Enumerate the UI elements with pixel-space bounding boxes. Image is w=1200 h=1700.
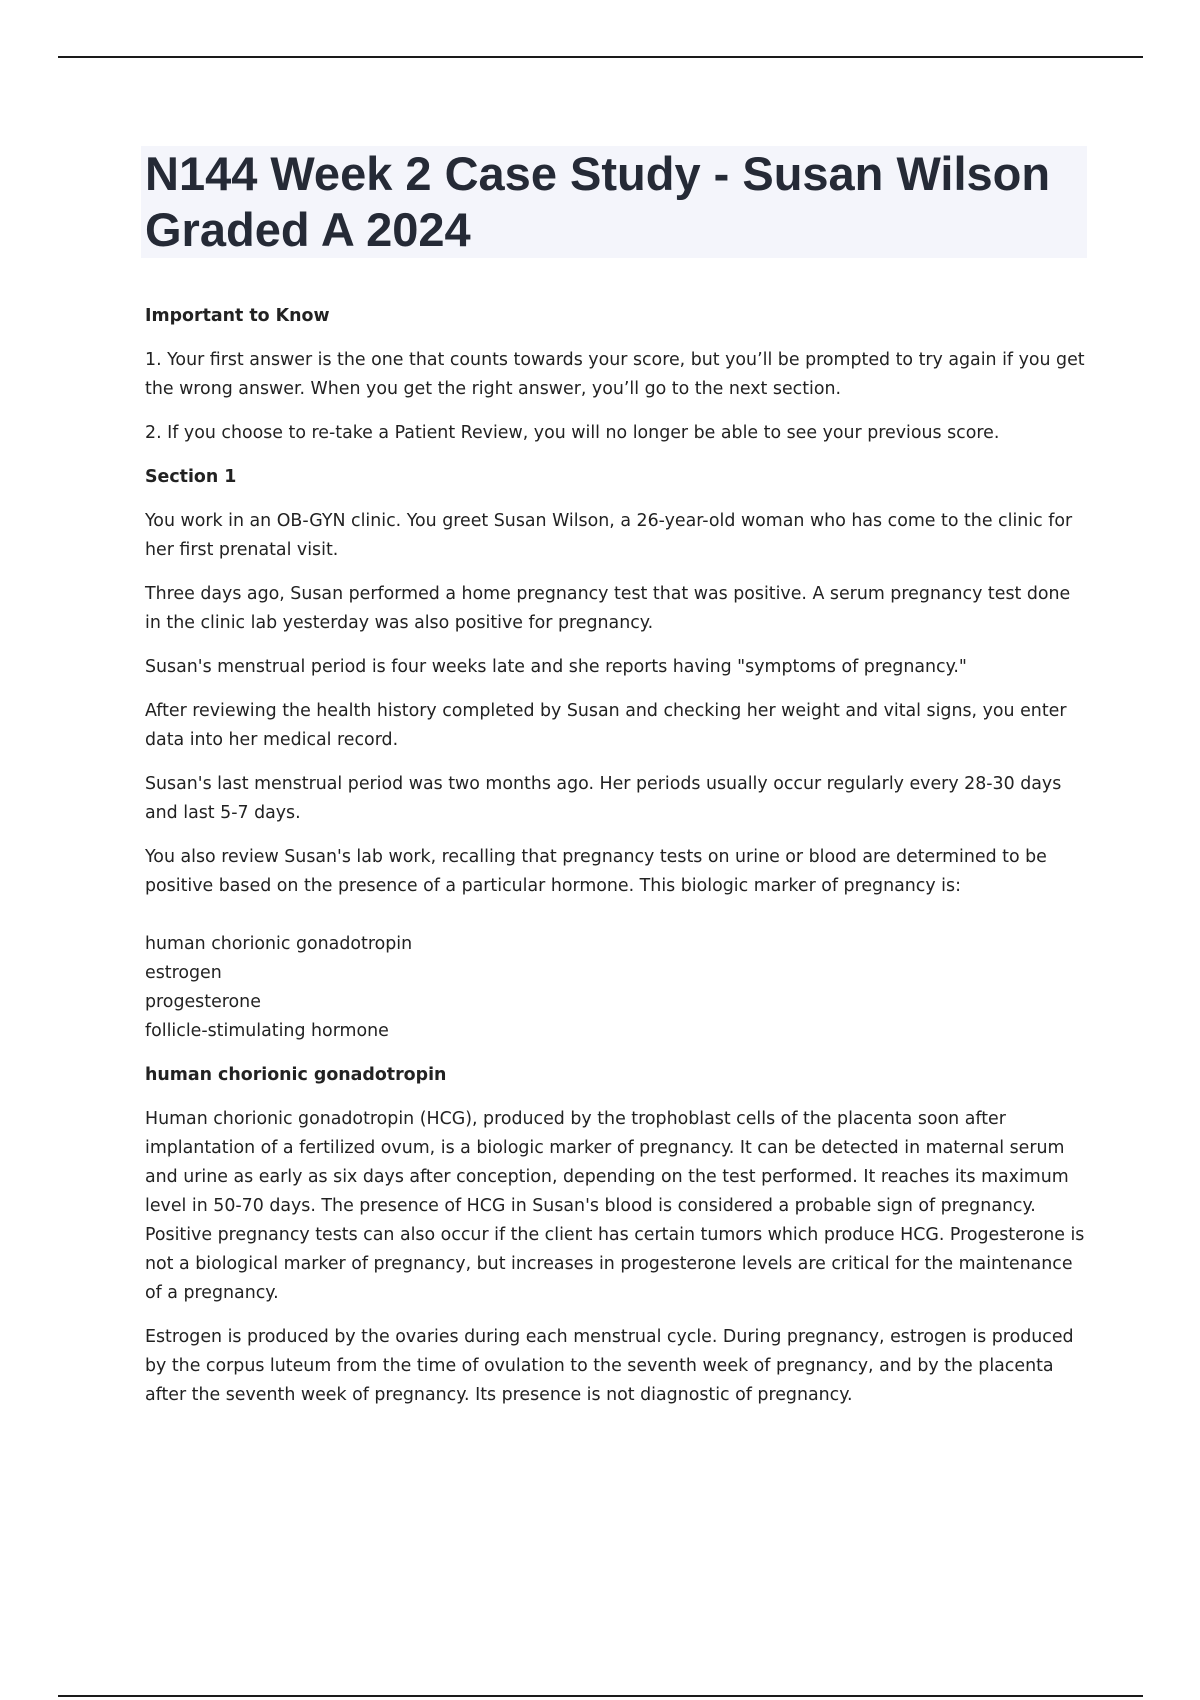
rationale-paragraph-1: Human chorionic gonadotropin (HCG), produced by the trophoblast cells of the placenta soon after implantation of a fertilized ovum, is a biologic marker of pregnancy. It can be detected in maternal serum and urine as early as six days after conception, depending on the test performed. It reaches its maximum level in 50-70 days. The presence of HCG in Susan's blood is considered a probable sign of pregnancy. Positive pregnancy tests can also occur if the client has certain tumors which produce HCG. Progesterone is not a biological marker of pregnancy, but increases in progesterone levels are critical for the maintenance of a pregnancy. (145, 1109, 1085, 1303)
bottom-rule (58, 1695, 1143, 1697)
document-title (145, 146, 1083, 258)
important-item-1: 1. Your first answer is the one that counts towards your score, but you’ll be prompted to try again if you get the wrong answer. When you get the right answer, you’ll go to the next section. (145, 350, 1085, 399)
correct-answer-heading: human chorionic gonadotropin (145, 1065, 447, 1085)
title-block (141, 146, 1087, 258)
title-line-1: N144 Week 2 Case Study - Susan Wilson (145, 147, 1051, 200)
section-1-heading: Section 1 (145, 467, 237, 487)
section-1-paragraph-4: After reviewing the health history completed by Susan and checking her weight and vital signs, you enter data into her medical record. (145, 701, 1067, 750)
top-rule (58, 56, 1143, 58)
document-body (145, 302, 1090, 1410)
answer-option: progesterone (145, 992, 261, 1012)
section-1-paragraph-1: You work in an OB-GYN clinic. You greet Susan Wilson, a 26-year-old woman who has come to the clinic for her first prenatal visit. (145, 511, 1073, 560)
document-content (145, 146, 1090, 1410)
answer-options (145, 930, 1090, 1046)
section-1-question: You also review Susan's lab work, recalling that pregnancy tests on urine or blood are determined to be positive based on the presence of a particular hormone. This biologic marker of pregnancy is: (145, 847, 1047, 896)
answer-option: human chorionic gonadotropin (145, 934, 413, 954)
section-1-paragraph-5: Susan's last menstrual period was two months ago. Her periods usually occur regularly every 28-30 days and last 5-7 days. (145, 774, 1062, 823)
section-1-paragraph-2: Three days ago, Susan performed a home pregnancy test that was positive. A serum pregnancy test done in the clinic lab yesterday was also positive for pregnancy. (145, 584, 1071, 633)
section-1-paragraph-3: Susan's menstrual period is four weeks late and she reports having "symptoms of pregnancy." (145, 657, 967, 677)
important-heading: Important to Know (145, 306, 330, 326)
answer-option: estrogen (145, 963, 222, 983)
rationale-paragraph-2: Estrogen is produced by the ovaries during each menstrual cycle. During pregnancy, estrogen is produced by the corpus luteum from the time of ovulation to the seventh week of pregnancy, and by the placenta after the seventh week of pregnancy. Its presence is not diagnostic of pregnancy. (145, 1327, 1074, 1405)
title-line-2: Graded A 2024 (145, 203, 471, 256)
important-item-2: 2. If you choose to re-take a Patient Review, you will no longer be able to see your previous score. (145, 423, 1000, 443)
answer-option: follicle-stimulating hormone (145, 1021, 389, 1041)
